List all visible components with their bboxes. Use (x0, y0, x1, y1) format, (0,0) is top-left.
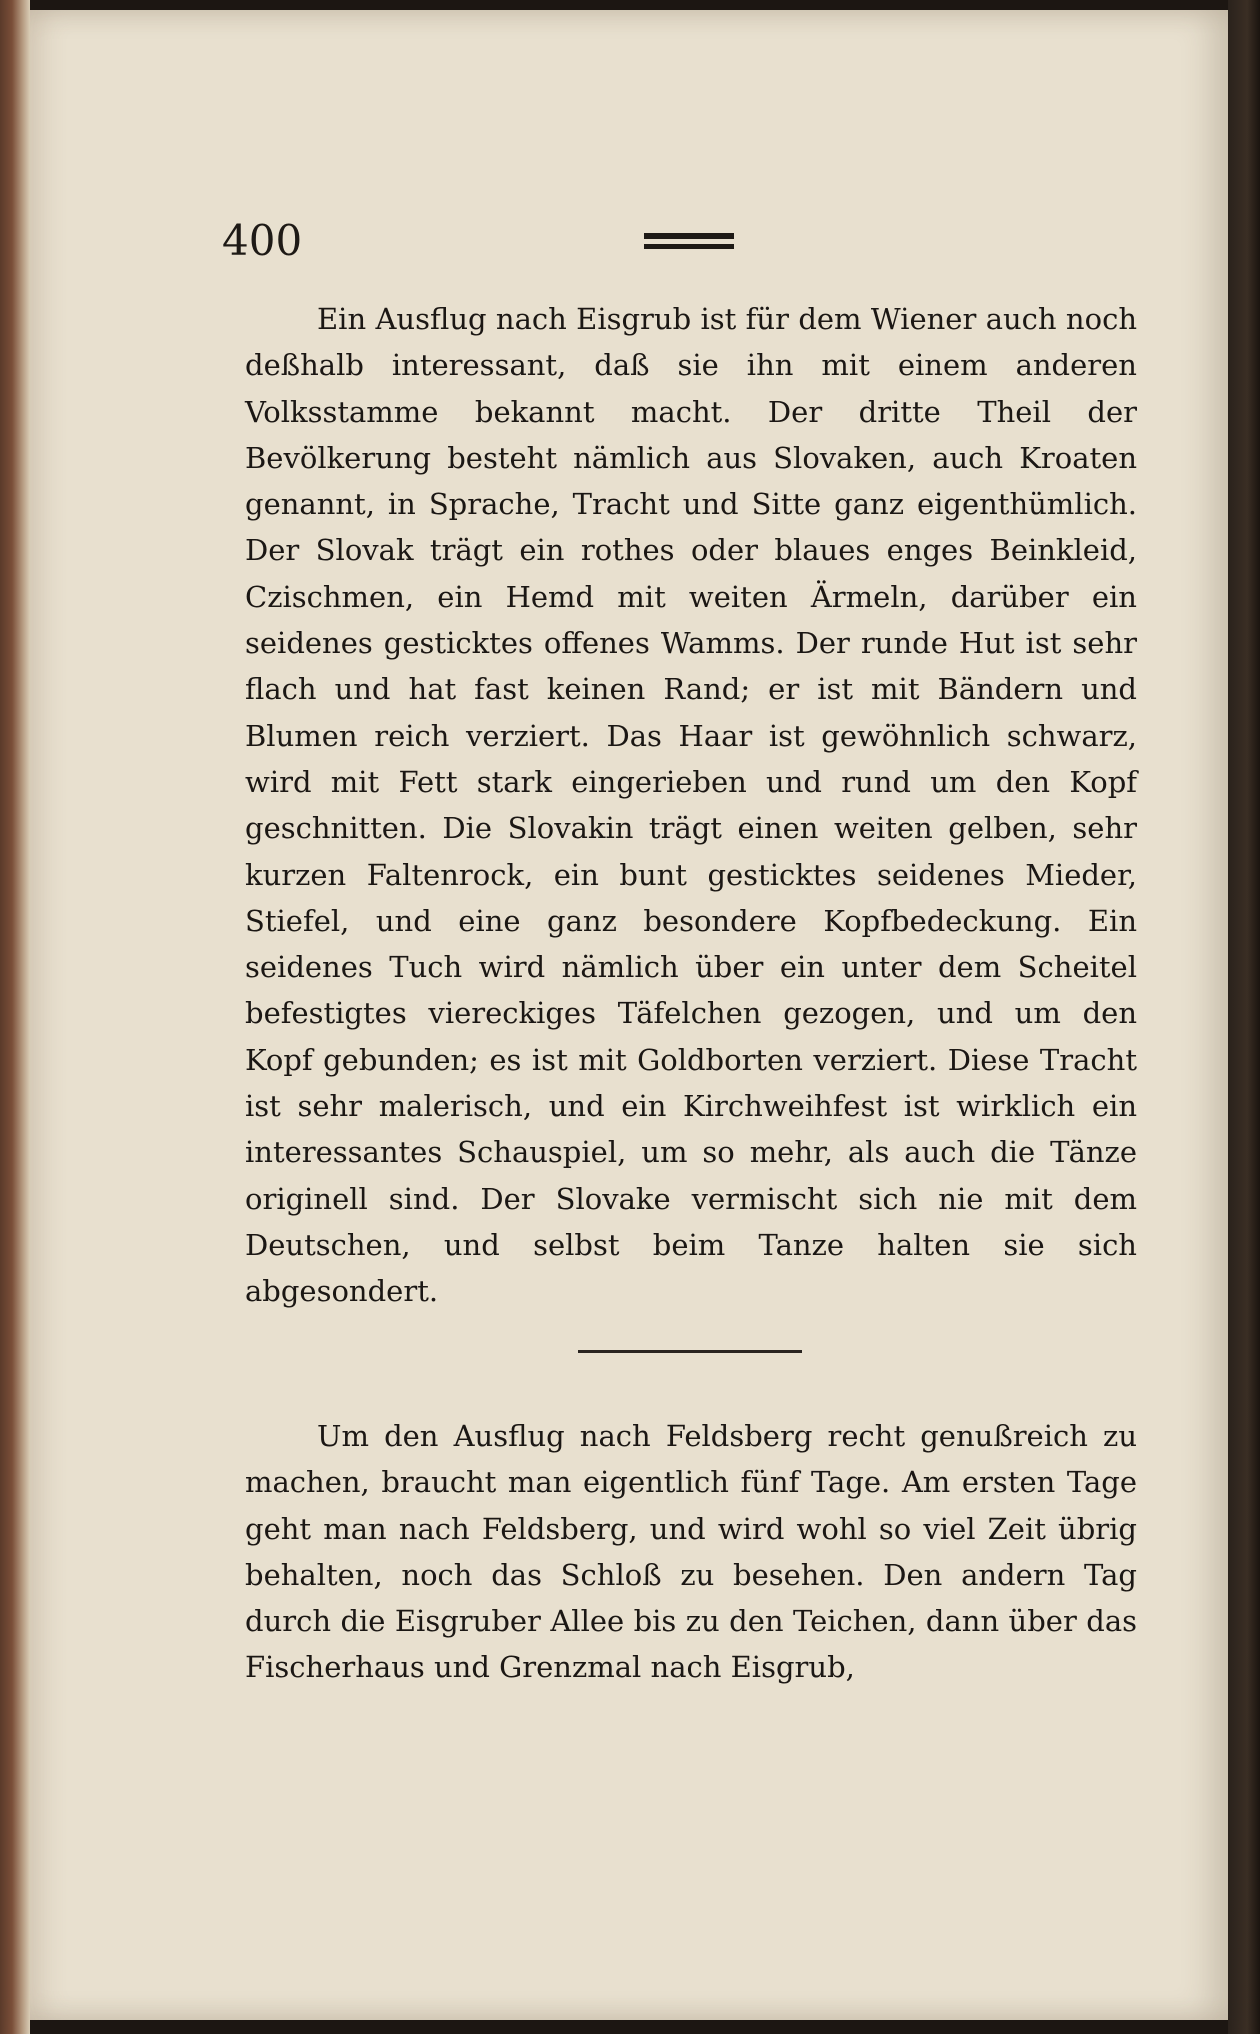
header-double-rule (644, 233, 734, 253)
paragraph-feldsberg (245, 1413, 1137, 1691)
page-number: 400 (222, 216, 303, 265)
section-divider (578, 1350, 802, 1353)
page-header (222, 215, 1122, 275)
paragraph-eisgrub (245, 296, 1137, 1315)
book-spine-edge (0, 0, 30, 2034)
paragraph-text: Ein Ausflug nach Eisgrub ist für dem Wiener auch noch deßhalb interessant, daß sie ihn mit einem anderen Volksstamme bekannt macht. Der dritte Theil der Bevölkerung besteht nämlich aus Slovaken, auch Kroaten genannt, in Sprache, Tracht und Sitte ganz eigenthümlich. Der Slovak trägt ein rothes oder blaues enges Beinkleid, Czischmen, ein Hemd mit weiten Ärmeln, darüber ein seidenes gesticktes offenes Wamms. Der runde Hut ist sehr flach und hat fast keinen Rand; er ist mit Bändern und Blumen reich verziert. Das Haar ist gewöhnlich schwarz, wird mit Fett stark eingerieben und rund um den Kopf geschnitten. Die Slovakin trägt einen weiten gelben, sehr kurzen Faltenrock, ein bunt gesticktes seidenes Mieder, Stiefel, und eine ganz besondere Kopfbedeckung. Ein seidenes Tuch wird nämlich über ein unter dem Scheitel befestigtes viereckiges Täfelchen gezogen, und um den Kopf gebunden; es ist mit Goldborten verziert. Diese Tracht ist sehr malerisch, und ein Kirchweihfest ist wirklich ein interessantes Schauspiel, um so mehr, als auch die Tänze originell sind. Der Slovake vermischt sich nie mit dem Deutschen, und selbst beim Tanze halten sie sich abgesondert. (245, 302, 1137, 1309)
paragraph-text: Um den Ausflug nach Feldsberg recht genußreich zu machen, braucht man eigentlich fünf Tage. Am ersten Tage geht man nach Feldsberg, und wird wohl so viel Zeit übrig behalten, noch das Schloß zu besehen. Den andern Tag durch die Eisgruber Allee bis zu den Teichen, dann über das Fischerhaus und Grenzmal nach Eisgrub, (245, 1419, 1137, 1685)
book-fore-edge (1228, 0, 1260, 2034)
